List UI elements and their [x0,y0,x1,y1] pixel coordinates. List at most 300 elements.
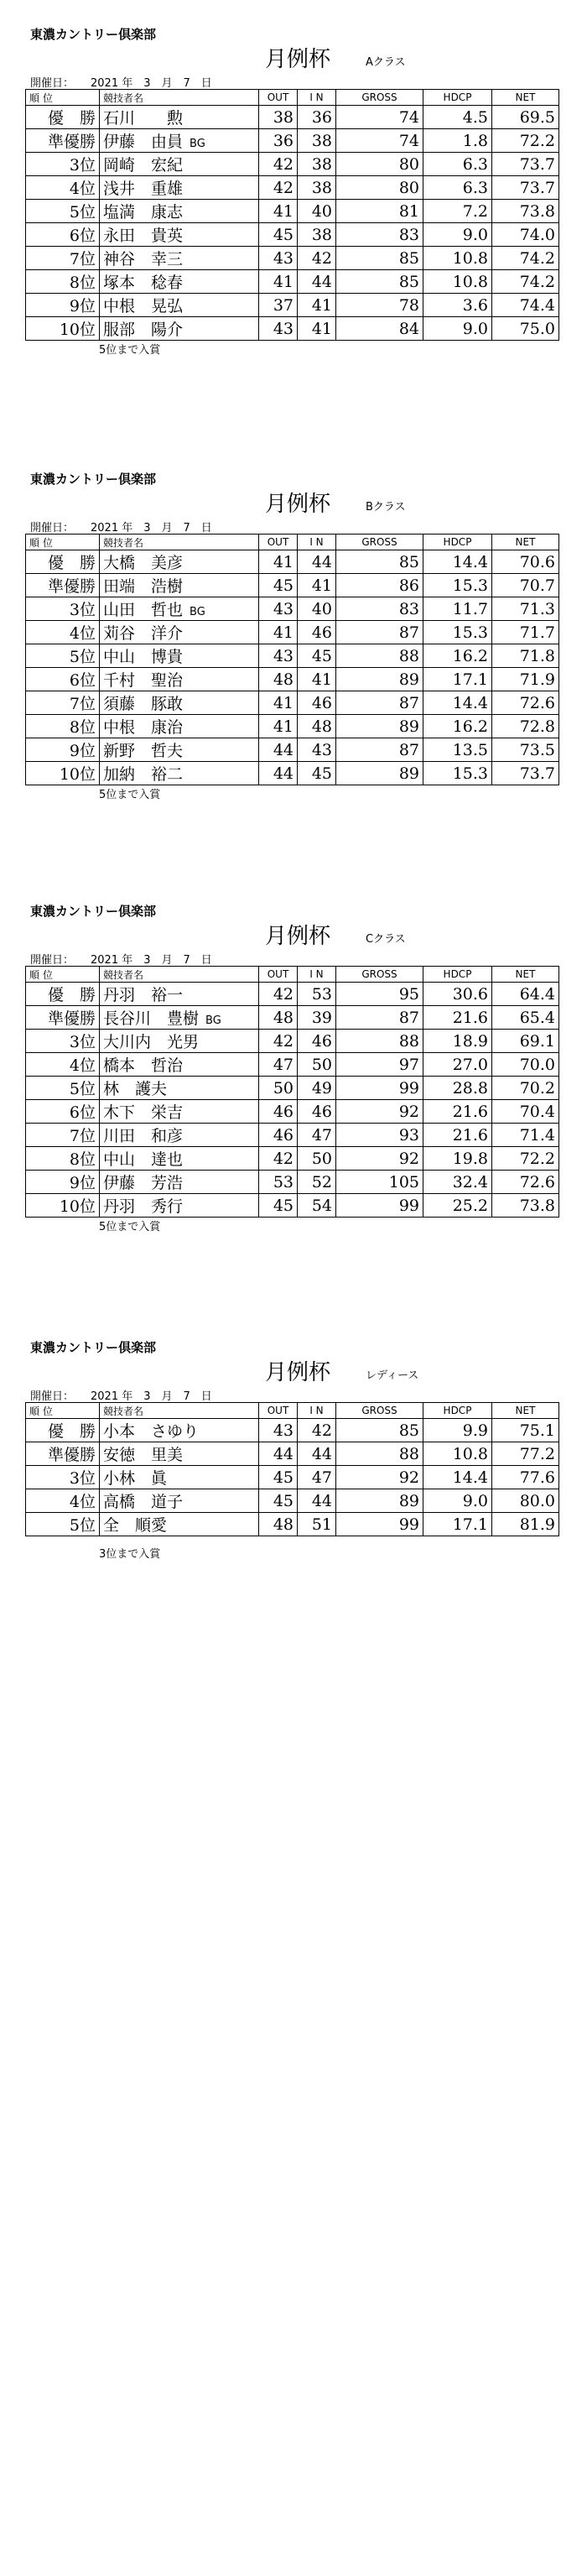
in-score-cell: 46 [298,1030,336,1053]
net-score-cell: 70.4 [492,1100,559,1124]
hdcp-cell: 17.1 [423,1513,492,1536]
player-name: 長谷川 豊樹 [103,1009,200,1028]
player-name-cell [100,1124,259,1147]
gross-header: GROSS [336,90,423,106]
out-score-cell: 42 [259,1030,298,1053]
net-score-cell: 73.8 [492,1194,559,1218]
gross-header: GROSS [336,1403,423,1419]
prize-note: 5位まで入賞 [99,1221,161,1233]
out-score-cell: 41 [259,691,298,715]
in-score-cell: 54 [298,1194,336,1218]
rank-header: 順 位 [26,534,100,550]
player-name-cell [100,668,259,691]
net-score-cell: 72.2 [492,1147,559,1171]
result-row [26,1419,559,1442]
player-name: 石川 勲 [103,109,184,128]
tee-suffix: BG [190,606,205,618]
player-name-cell [100,1006,259,1030]
net-header: NET [492,1403,559,1419]
table-header-row [26,1403,559,1419]
in-score-cell: 41 [298,294,336,317]
class-label: Cクラス [366,933,406,946]
result-row [26,574,559,597]
date-label: 開催日： [30,1390,75,1403]
result-row [26,223,559,247]
in-score-cell: 43 [298,738,336,762]
out-score-cell: 45 [259,1466,298,1489]
player-name: 塚本 稔春 [103,274,184,292]
in-score-cell: 36 [298,106,336,129]
hdcp-cell: 16.2 [423,715,492,738]
club-name: 東濃カントリー倶楽部 [30,27,157,42]
player-name-cell [100,762,259,785]
result-row [26,1077,559,1100]
event-date [30,74,212,90]
player-name: 木下 栄吉 [103,1103,184,1122]
net-score-cell: 72.2 [492,129,559,153]
out-score-cell: 42 [259,983,298,1006]
net-score-cell: 74.0 [492,223,559,247]
results-table [25,966,559,1218]
out-score-cell: 44 [259,762,298,785]
name-header: 競技者名 [100,90,259,106]
rank-cell: 5位 [26,1077,100,1100]
player-name: 田端 浩樹 [103,577,184,596]
net-score-cell: 71.7 [492,621,559,644]
result-row [26,1053,559,1077]
hdcp-cell: 14.4 [423,1466,492,1489]
result-row [26,597,559,621]
out-score-cell: 42 [259,1147,298,1171]
date-label: 開催日： [30,522,75,534]
in-score-cell: 42 [298,1419,336,1442]
hdcp-header: HDCP [423,1403,492,1419]
hdcp-cell: 13.5 [423,738,492,762]
in-score-cell: 46 [298,691,336,715]
gross-score-cell: 86 [336,574,423,597]
player-name-cell [100,621,259,644]
gross-score-cell: 78 [336,294,423,317]
player-name: 小本 さゆり [103,1422,200,1441]
result-row [26,1442,559,1466]
in-header: I N [298,90,336,106]
rank-cell: 5位 [26,1513,100,1536]
gross-score-cell: 81 [336,200,423,223]
gross-score-cell: 105 [336,1171,423,1194]
out-score-cell: 44 [259,738,298,762]
net-score-cell: 72.8 [492,715,559,738]
rank-cell: 9位 [26,1171,100,1194]
result-row [26,153,559,176]
in-score-cell: 38 [298,223,336,247]
hdcp-cell: 10.8 [423,1442,492,1466]
net-score-cell: 72.6 [492,691,559,715]
player-name: 永田 貴英 [103,227,184,245]
in-score-cell: 44 [298,1489,336,1513]
result-row [26,983,559,1006]
net-score-cell: 71.4 [492,1124,559,1147]
player-name-cell [100,1419,259,1442]
player-name: 須藤 豚敢 [103,695,184,713]
player-name-cell [100,597,259,621]
rank-cell: 9位 [26,738,100,762]
hdcp-cell: 28.8 [423,1077,492,1100]
player-name: 苅谷 洋介 [103,624,184,643]
result-row [26,691,559,715]
hdcp-cell: 21.6 [423,1100,492,1124]
player-name: 伊藤 芳浩 [103,1174,184,1192]
gross-score-cell: 92 [336,1466,423,1489]
out-score-cell: 43 [259,644,298,668]
hdcp-cell: 7.2 [423,200,492,223]
tee-suffix: BG [190,138,205,150]
net-score-cell: 71.3 [492,597,559,621]
hdcp-cell: 4.5 [423,106,492,129]
gross-score-cell: 89 [336,668,423,691]
result-row [26,1466,559,1489]
player-name: 服部 陽介 [103,321,184,339]
date-value: 2021 年 3 月 7 日 [91,522,212,534]
player-name: 千村 聖治 [103,671,184,690]
player-name-cell [100,644,259,668]
result-row [26,1100,559,1124]
net-score-cell: 69.5 [492,106,559,129]
gross-score-cell: 95 [336,983,423,1006]
out-score-cell: 41 [259,270,298,294]
rank-cell: 優 勝 [26,983,100,1006]
name-header: 競技者名 [100,967,259,983]
player-name: 伊藤 由員 [103,133,184,151]
competition-title: 月例杯 [265,47,331,72]
out-header: OUT [259,967,298,983]
gross-score-cell: 93 [336,1124,423,1147]
gross-score-cell: 85 [336,550,423,574]
out-score-cell: 47 [259,1053,298,1077]
result-row [26,738,559,762]
player-name-cell [100,129,259,153]
result-row [26,1171,559,1194]
rank-cell: 準優勝 [26,1006,100,1030]
out-score-cell: 46 [259,1100,298,1124]
player-name-cell [100,317,259,341]
result-row [26,1489,559,1513]
gross-score-cell: 89 [336,1489,423,1513]
name-header: 競技者名 [100,1403,259,1419]
result-row [26,550,559,574]
competition-title: 月例杯 [265,492,331,517]
out-score-cell: 45 [259,574,298,597]
rank-cell: 7位 [26,691,100,715]
net-score-cell: 73.7 [492,762,559,785]
player-name-cell [100,1466,259,1489]
player-name-cell [100,550,259,574]
in-score-cell: 46 [298,621,336,644]
result-row [26,294,559,317]
in-score-cell: 50 [298,1147,336,1171]
net-score-cell: 71.9 [492,668,559,691]
hdcp-cell: 14.4 [423,691,492,715]
results-section [0,902,587,1271]
gross-score-cell: 74 [336,106,423,129]
club-name: 東濃カントリー倶楽部 [30,472,157,487]
gross-score-cell: 85 [336,270,423,294]
rank-cell: 3位 [26,597,100,621]
player-name-cell [100,983,259,1006]
out-header: OUT [259,534,298,550]
net-score-cell: 74.4 [492,294,559,317]
prize-note: 5位まで入賞 [99,344,161,357]
player-name: 山田 哲也 [103,601,184,619]
out-score-cell: 53 [259,1171,298,1194]
in-score-cell: 41 [298,668,336,691]
player-name: 新野 哲夫 [103,742,184,760]
rank-cell: 8位 [26,270,100,294]
competition-title: 月例杯 [265,1360,331,1385]
hdcp-cell: 10.8 [423,247,492,270]
gross-header: GROSS [336,534,423,550]
in-score-cell: 41 [298,574,336,597]
out-score-cell: 48 [259,1006,298,1030]
player-name-cell [100,1171,259,1194]
in-score-cell: 45 [298,762,336,785]
rank-cell: 準優勝 [26,129,100,153]
player-name-cell [100,1030,259,1053]
player-name-cell [100,1489,259,1513]
out-score-cell: 42 [259,153,298,176]
hdcp-cell: 14.4 [423,550,492,574]
hdcp-header: HDCP [423,967,492,983]
rank-cell: 準優勝 [26,1442,100,1466]
rank-cell: 優 勝 [26,106,100,129]
hdcp-cell: 6.3 [423,176,492,200]
player-name: 岡崎 宏紀 [103,156,184,175]
rank-header: 順 位 [26,967,100,983]
in-score-cell: 41 [298,317,336,341]
net-score-cell: 74.2 [492,270,559,294]
results-table [25,534,559,785]
event-date [30,519,212,534]
rank-cell: 3位 [26,1030,100,1053]
rank-cell: 7位 [26,1124,100,1147]
player-name: 橋本 哲治 [103,1056,184,1075]
net-score-cell: 75.0 [492,317,559,341]
hdcp-cell: 6.3 [423,153,492,176]
in-score-cell: 38 [298,153,336,176]
player-name-cell [100,691,259,715]
rank-cell: 3位 [26,153,100,176]
result-row [26,1124,559,1147]
club-name: 東濃カントリー倶楽部 [30,904,157,919]
player-name-cell [100,1147,259,1171]
gross-score-cell: 84 [336,317,423,341]
gross-score-cell: 99 [336,1513,423,1536]
net-score-cell: 80.0 [492,1489,559,1513]
in-score-cell: 45 [298,644,336,668]
rank-cell: 9位 [26,294,100,317]
event-date [30,1387,212,1403]
out-header: OUT [259,90,298,106]
out-score-cell: 48 [259,1513,298,1536]
hdcp-cell: 15.3 [423,574,492,597]
player-name: 高橋 道子 [103,1493,184,1511]
class-label: Bクラス [366,501,406,514]
gross-score-cell: 99 [336,1194,423,1218]
hdcp-cell: 21.6 [423,1006,492,1030]
net-header: NET [492,534,559,550]
in-header: I N [298,1403,336,1419]
gross-score-cell: 80 [336,153,423,176]
result-row [26,1030,559,1053]
player-name-cell [100,294,259,317]
player-name-cell [100,247,259,270]
player-name: 川田 和彦 [103,1127,184,1145]
rank-cell: 4位 [26,621,100,644]
result-row [26,1006,559,1030]
gross-score-cell: 83 [336,223,423,247]
net-score-cell: 64.4 [492,983,559,1006]
hdcp-header: HDCP [423,90,492,106]
player-name: 丹羽 秀行 [103,1197,184,1216]
date-label: 開催日： [30,954,75,967]
hdcp-cell: 17.1 [423,668,492,691]
class-label: レディース [366,1369,419,1382]
gross-score-cell: 85 [336,247,423,270]
player-name-cell [100,1442,259,1466]
hdcp-cell: 1.8 [423,129,492,153]
rank-cell: 6位 [26,223,100,247]
hdcp-cell: 9.0 [423,1489,492,1513]
results-section [0,470,587,839]
rank-cell: 優 勝 [26,1419,100,1442]
hdcp-cell: 15.3 [423,621,492,644]
player-name: 塩満 康志 [103,203,184,222]
out-score-cell: 43 [259,247,298,270]
prize-note: 5位まで入賞 [99,789,161,801]
player-name: 中山 博貴 [103,648,184,666]
net-header: NET [492,90,559,106]
rank-cell: 5位 [26,200,100,223]
player-name-cell [100,223,259,247]
player-name-cell [100,715,259,738]
out-score-cell: 48 [259,668,298,691]
out-score-cell: 50 [259,1077,298,1100]
player-name-cell [100,176,259,200]
result-row [26,317,559,341]
out-score-cell: 45 [259,1194,298,1218]
out-score-cell: 38 [259,106,298,129]
result-row [26,668,559,691]
gross-score-cell: 87 [336,1006,423,1030]
gross-score-cell: 88 [336,1442,423,1466]
in-score-cell: 42 [298,247,336,270]
hdcp-cell: 9.0 [423,317,492,341]
rank-cell: 10位 [26,1194,100,1218]
in-score-cell: 46 [298,1100,336,1124]
hdcp-cell: 9.0 [423,223,492,247]
player-name-cell [100,738,259,762]
net-score-cell: 70.0 [492,1053,559,1077]
club-name: 東濃カントリー倶楽部 [30,1340,157,1355]
player-name-cell [100,1194,259,1218]
competition-title: 月例杯 [265,924,331,949]
in-score-cell: 53 [298,983,336,1006]
gross-score-cell: 92 [336,1100,423,1124]
rank-cell: 6位 [26,1100,100,1124]
result-row [26,1147,559,1171]
in-score-cell: 44 [298,550,336,574]
results-table [25,1402,559,1536]
net-score-cell: 70.6 [492,550,559,574]
in-score-cell: 44 [298,1442,336,1466]
in-score-cell: 39 [298,1006,336,1030]
player-name-cell [100,1100,259,1124]
player-name-cell [100,153,259,176]
gross-score-cell: 88 [336,1030,423,1053]
rank-cell: 4位 [26,1053,100,1077]
out-score-cell: 43 [259,597,298,621]
rank-cell: 6位 [26,668,100,691]
player-name: 全 順愛 [103,1516,168,1535]
player-name-cell [100,1053,259,1077]
result-row [26,270,559,294]
gross-score-cell: 87 [336,738,423,762]
result-row [26,247,559,270]
hdcp-cell: 19.8 [423,1147,492,1171]
net-score-cell: 69.1 [492,1030,559,1053]
gross-score-cell: 80 [336,176,423,200]
player-name-cell [100,200,259,223]
name-header: 競技者名 [100,534,259,550]
tee-suffix: BG [205,1014,221,1027]
hdcp-cell: 30.6 [423,983,492,1006]
rank-header: 順 位 [26,90,100,106]
gross-score-cell: 88 [336,644,423,668]
rank-header: 順 位 [26,1403,100,1419]
player-name: 中根 康治 [103,718,184,737]
rank-cell: 10位 [26,762,100,785]
out-score-cell: 41 [259,715,298,738]
net-score-cell: 70.7 [492,574,559,597]
net-score-cell: 73.7 [492,176,559,200]
player-name: 大川内 光男 [103,1033,200,1051]
hdcp-cell: 21.6 [423,1124,492,1147]
net-score-cell: 77.6 [492,1466,559,1489]
hdcp-cell: 16.2 [423,644,492,668]
in-header: I N [298,534,336,550]
rank-cell: 3位 [26,1466,100,1489]
player-name: 加納 裕二 [103,765,184,784]
results-table [25,89,559,341]
table-header-row [26,967,559,983]
rank-cell: 8位 [26,1147,100,1171]
gross-score-cell: 87 [336,691,423,715]
rank-cell: 10位 [26,317,100,341]
player-name: 大橋 美彦 [103,554,184,572]
hdcp-cell: 3.6 [423,294,492,317]
rank-cell: 7位 [26,247,100,270]
out-score-cell: 41 [259,550,298,574]
result-row [26,106,559,129]
out-score-cell: 43 [259,317,298,341]
in-score-cell: 51 [298,1513,336,1536]
player-name: 林 護夫 [103,1080,168,1098]
date-label: 開催日： [30,77,75,90]
prize-note: 3位まで入賞 [99,1548,161,1561]
table-header-row [26,534,559,550]
gross-score-cell: 89 [336,762,423,785]
hdcp-cell: 11.7 [423,597,492,621]
in-score-cell: 38 [298,129,336,153]
